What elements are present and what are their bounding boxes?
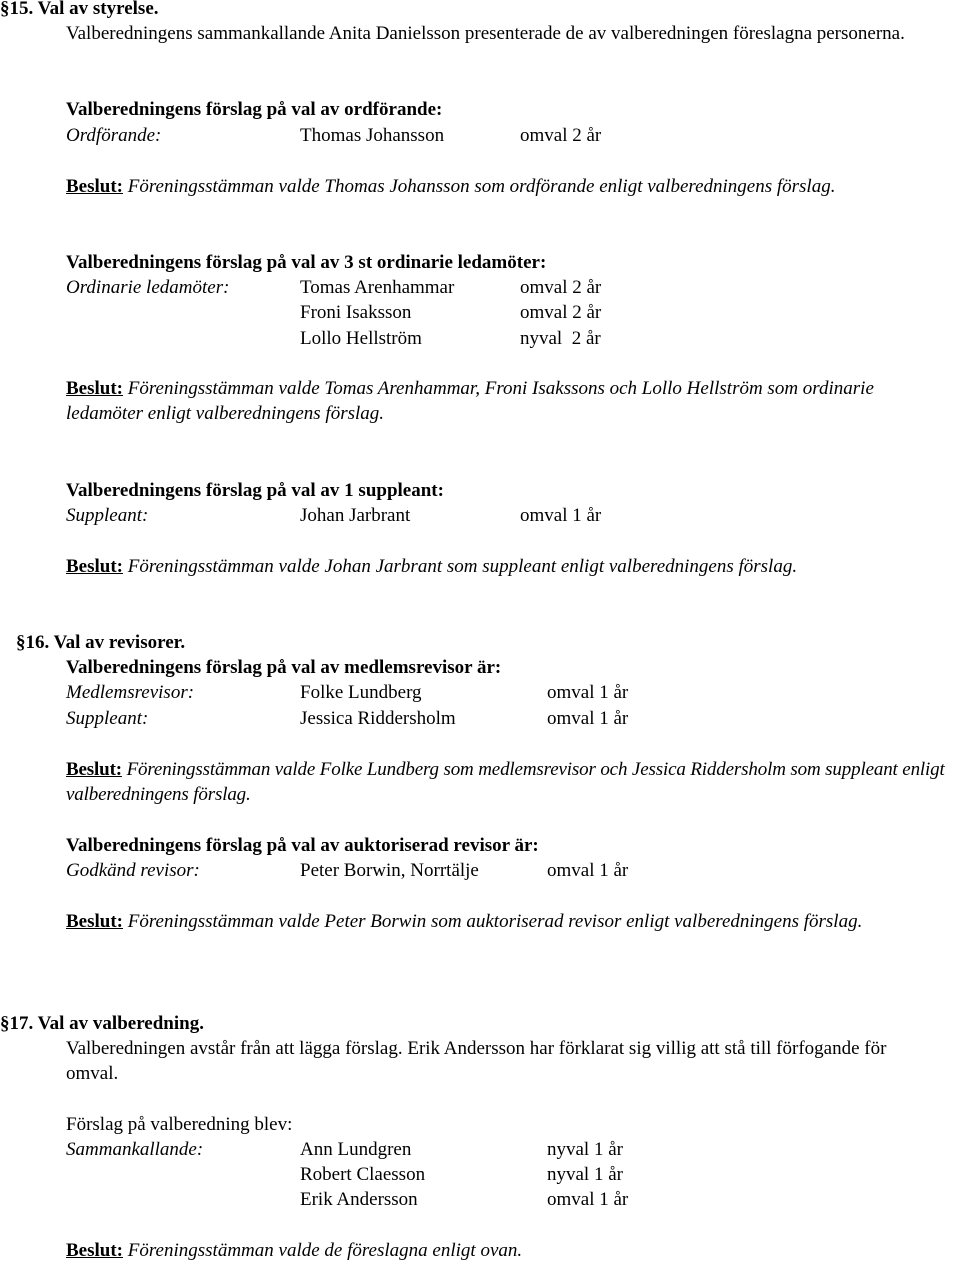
valberedning-term: nyval 1 år: [547, 1139, 623, 1160]
valberedning-beslut: [66, 1238, 522, 1263]
ordforande-beslut: [66, 174, 835, 199]
beslut-label: Beslut:: [66, 556, 123, 577]
beslut-text: Föreningsstämman valde Tomas Arenhammar, Froni Isakssons och Lollo Hellström som ordinarie ledamöter enligt valberedningens förslag.: [66, 378, 874, 425]
section-17-intro: Valberedningen avstår från att lägga förslag. Erik Andersson har förklarat sig villig att stå till förfogande för omval.: [66, 1038, 887, 1085]
medlemsrevisor-name: Folke Lundberg: [300, 682, 422, 703]
valberedning-name: Robert Claesson: [300, 1164, 426, 1185]
ledamot-name: Tomas Arenhammar: [300, 277, 455, 298]
beslut-text: Föreningsstämman valde Johan Jarbrant som suppleant enligt valberedningens förslag.: [127, 556, 798, 577]
suppleant-proposal-heading: Valberedningens förslag på val av 1 suppleant:: [66, 480, 444, 501]
ledamoter-role: Ordinarie ledamöter:: [66, 277, 230, 298]
revisor-suppleant-term: omval 1 år: [547, 708, 629, 729]
section-17-heading: §17. Val av valberedning.: [0, 1013, 204, 1034]
beslut-text: Föreningsstämman valde de föreslagna enligt ovan.: [127, 1240, 523, 1261]
valberedning-name: Ann Lundgren: [300, 1139, 412, 1160]
ledamot-term: omval 2 år: [520, 277, 602, 298]
sammankallande-role: Sammankallande:: [66, 1139, 204, 1160]
valberedning-term: omval 1 år: [547, 1189, 629, 1210]
beslut-label: Beslut:: [66, 176, 123, 197]
medlemsrevisor-role: Medlemsrevisor:: [66, 682, 195, 703]
ledamoter-proposal-heading: Valberedningens förslag på val av 3 st ordinarie ledamöter:: [66, 252, 547, 273]
beslut-label: Beslut:: [66, 1240, 123, 1261]
suppleant-role: Suppleant:: [66, 505, 149, 526]
beslut-label: Beslut:: [66, 911, 123, 932]
ledamoter-beslut: [66, 376, 936, 427]
ordforande-role: Ordförande:: [66, 125, 162, 146]
beslut-label: Beslut:: [66, 378, 123, 399]
valberedning-name: Erik Andersson: [300, 1189, 418, 1210]
medlemsrevisor-proposal-heading: Valberedningens förslag på val av medlemsrevisor är:: [66, 657, 502, 678]
beslut-text: Föreningsstämman valde Thomas Johansson som ordförande enligt valberedningens förslag.: [127, 176, 836, 197]
beslut-label: Beslut:: [66, 759, 122, 780]
auktoriserad-role: Godkänd revisor:: [66, 860, 200, 881]
auktoriserad-name: Peter Borwin, Norrtälje: [300, 860, 479, 881]
revisor-suppleant-name: Jessica Riddersholm: [300, 708, 456, 729]
ordforande-name: Thomas Johansson: [300, 125, 445, 146]
ledamot-term: omval 2 år: [520, 302, 602, 323]
auktoriserad-proposal-heading: Valberedningens förslag på val av auktoriserad revisor är:: [66, 835, 539, 856]
section-15-intro: Valberedningens sammankallande Anita Danielsson presenterade de av valberedningen föreslagna personerna.: [66, 23, 905, 44]
suppleant-term: omval 1 år: [520, 505, 602, 526]
beslut-text: Föreningsstämman valde Peter Borwin som auktoriserad revisor enligt valberedningens förslag.: [127, 911, 863, 932]
ledamot-name: Lollo Hellström: [300, 328, 422, 349]
beslut-text: Föreningsstämman valde Folke Lundberg som medlemsrevisor och Jessica Riddersholm som suppleant enligt valberedningens förslag.: [66, 759, 945, 806]
ordforande-proposal-heading: Valberedningens förslag på val av ordförande:: [66, 99, 443, 120]
ledamot-term: nyval 2 år: [520, 328, 601, 349]
ordforande-term: omval 2 år: [520, 125, 602, 146]
suppleant-beslut: [66, 554, 797, 579]
suppleant-name: Johan Jarbrant: [300, 505, 411, 526]
medlemsrevisor-beslut: [66, 757, 960, 808]
revisor-suppleant-role: Suppleant:: [66, 708, 149, 729]
auktoriserad-term: omval 1 år: [547, 860, 629, 881]
ledamot-name: Froni Isaksson: [300, 302, 412, 323]
auktoriserad-beslut: [66, 909, 936, 934]
section-15-heading: §15. Val av styrelse.: [0, 0, 159, 19]
valberedning-proposal-label: Förslag på valberedning blev:: [66, 1114, 293, 1135]
section-16-heading: §16. Val av revisorer.: [16, 632, 186, 653]
valberedning-term: nyval 1 år: [547, 1164, 623, 1185]
medlemsrevisor-term: omval 1 år: [547, 682, 629, 703]
